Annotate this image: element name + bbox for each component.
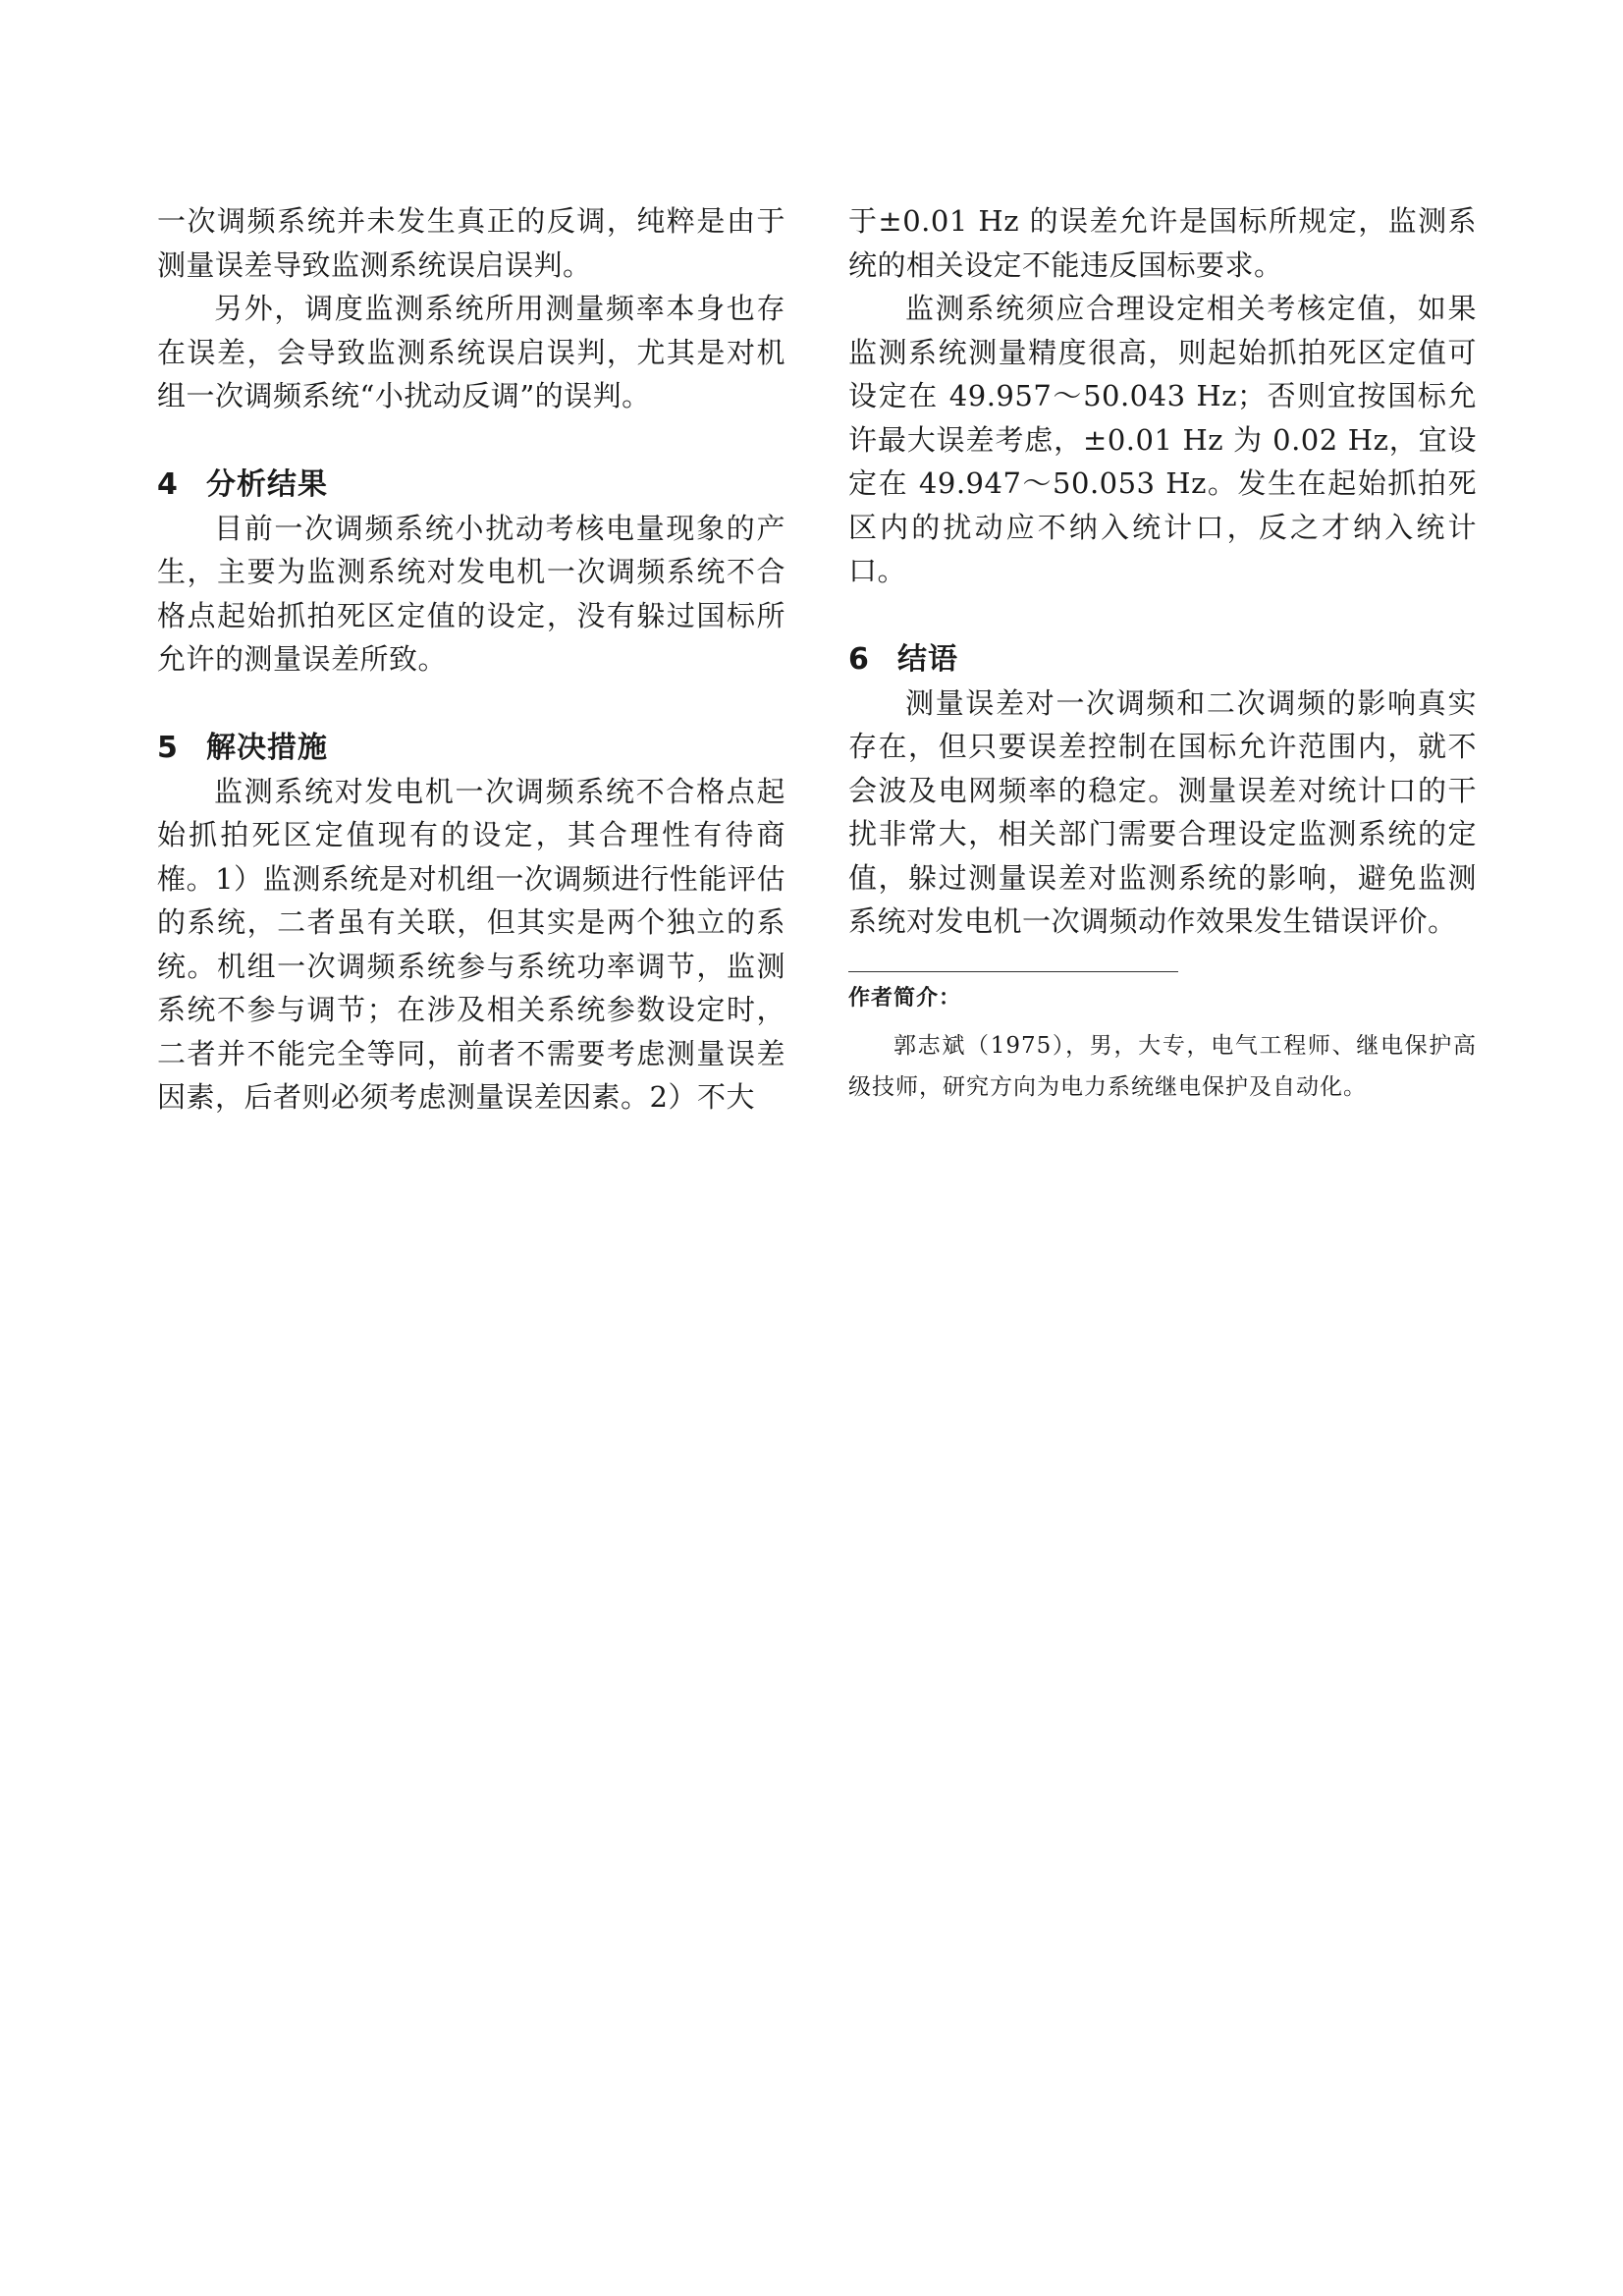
paragraph: 监测系统对发电机一次调频系统不合格点起始抓拍死区定值现有的设定，其合理性有待商榷。1）监测系统是对机组一次调频进行性能评估的系统，二者虽有关联，但其实是两个独立的系统。机组一次调频系统参与系统功率调节，监测系统不参与调节；在涉及相关系统参数设定时，二者并不能完全等同，前者不需要考虑测量误差因素，后者则必须考虑测量误差因素。2）不大 (157, 774, 785, 1114)
paragraph: 于±0.01 Hz 的误差允许是国标所规定，监测系统的相关设定不能违反国标要求。 (848, 204, 1477, 282)
paragraph: 监测系统须应合理设定相关考核定值，如果监测系统测量精度很高，则起始抓拍死区定值可设定在 49.957～50.043 Hz；否则宜按国标允许最大误差考虑，±0.01 Hz 为 0.02 Hz，宜设定在 49.947～50.053 Hz。发生在起始抓拍死区内的扰动应不纳入统计口，反之才纳入统计口。 (848, 292, 1477, 587)
paragraph: 一次调频系统并未发生真正的反调，纯粹是由于测量误差导致监测系统误启误判。 (157, 204, 785, 282)
footnote-divider (848, 971, 1178, 972)
section-number: 5 (157, 730, 179, 765)
right-column (848, 199, 1477, 1108)
paragraph: 目前一次调频系统小扰动考核电量现象的产生，主要为监测系统对发电机一次调频系统不合格点起始抓拍死区定值的设定，没有躲过国标所允许的测量误差所致。 (157, 511, 785, 676)
section-heading-4 (157, 464, 785, 507)
section-title: 分析结果 (206, 466, 328, 502)
author-bio-text: 郭志斌（1975），男，大专，电气工程师、继电保护高级技师，研究方向为电力系统继电保护及自动化。 (848, 1032, 1477, 1100)
section-number: 6 (848, 641, 870, 677)
section-heading-6 (848, 638, 1477, 682)
paragraph: 测量误差对一次调频和二次调频的影响真实存在，但只要误差控制在国标允许范围内，就不会波及电网频率的稳定。测量误差对统计口的干扰非常大，相关部门需要合理设定监测系统的定值，躲过测量误差对监测系统的影响，避免监测系统对发电机一次调频动作效果发生错误评价。 (848, 685, 1477, 938)
left-column (157, 199, 785, 1120)
paragraph: 另外，调度监测系统所用测量频率本身也存在误差，会导致监测系统误启误判，尤其是对机组一次调频系统“小扰动反调”的误判。 (157, 292, 785, 412)
section-title: 解决措施 (206, 730, 328, 765)
section-number: 4 (157, 466, 179, 502)
section-heading-5 (157, 727, 785, 770)
author-bio-heading: 作者简介： (848, 985, 962, 1011)
section-title: 结语 (897, 641, 958, 677)
